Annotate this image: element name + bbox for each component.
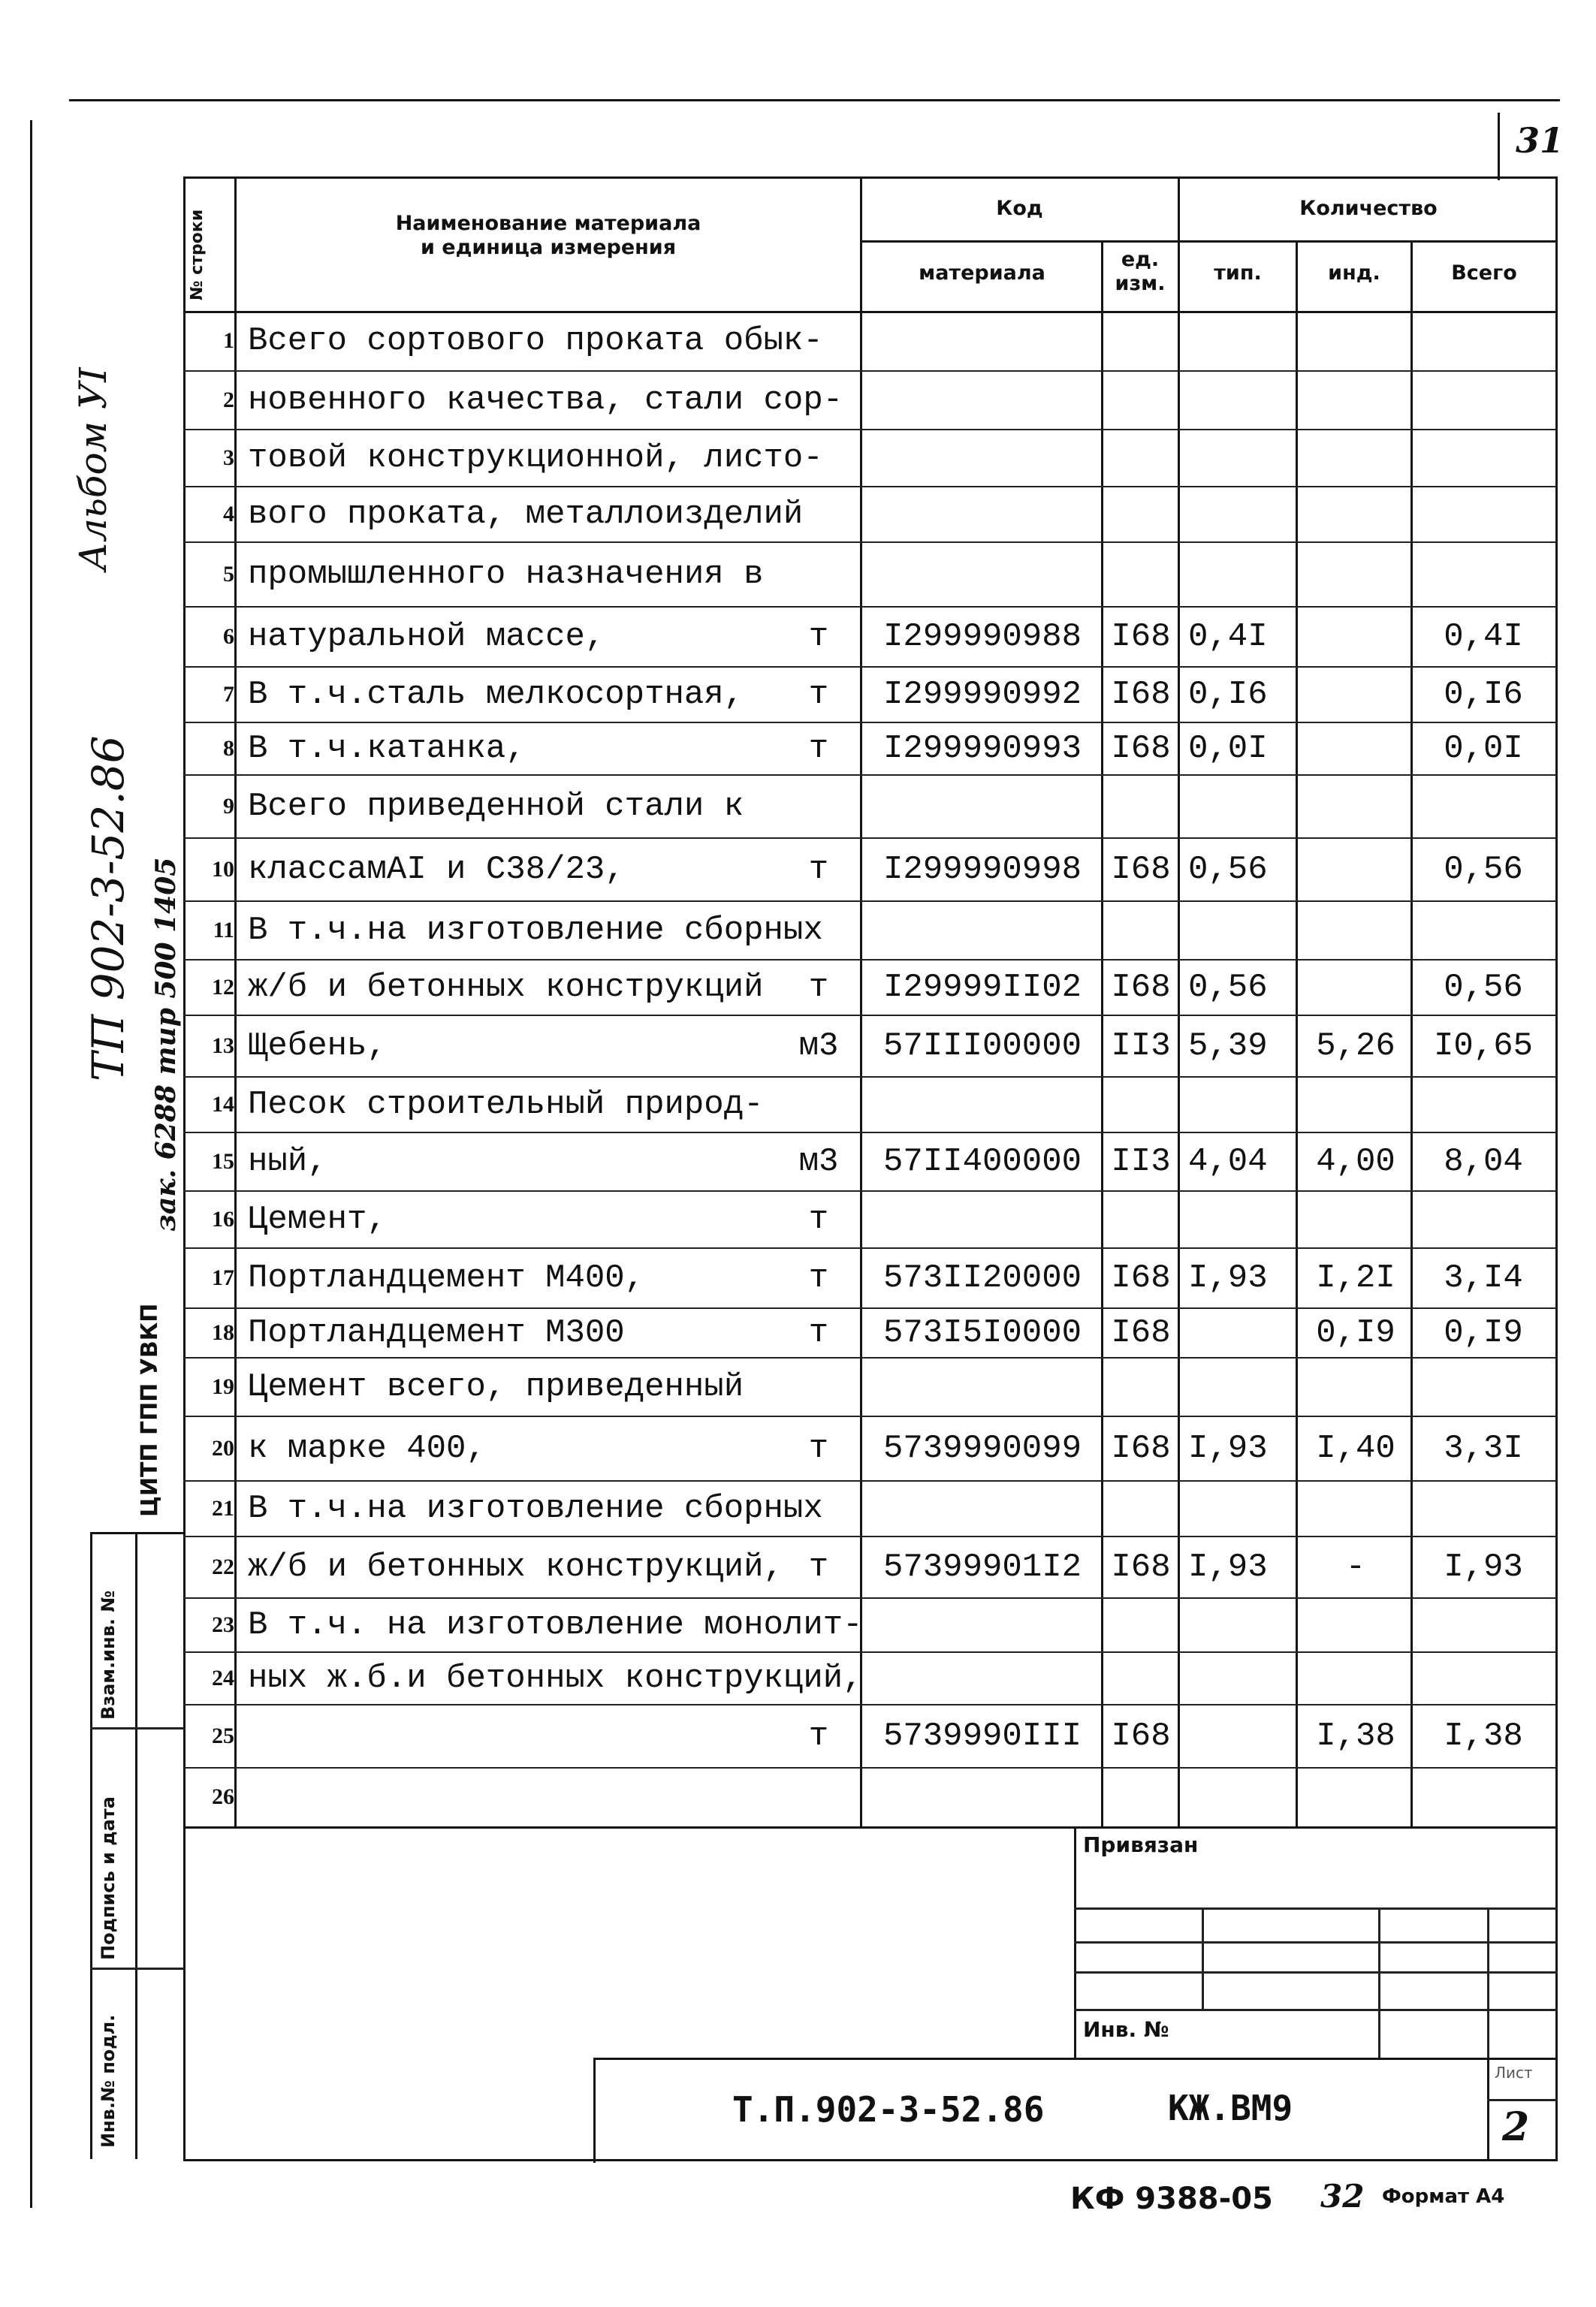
- row-number: 10: [212, 856, 234, 882]
- stamp-vline-2: [1378, 1907, 1380, 2058]
- material-name: к марке 400,: [248, 1429, 486, 1467]
- material-name: В т.ч.на изготовление сборных: [248, 1489, 823, 1527]
- row-number: 25: [212, 1723, 234, 1748]
- qty-tip: 4,04: [1188, 1142, 1268, 1181]
- header-subline: [862, 240, 1558, 243]
- table-bottom-line: [183, 1826, 1558, 1829]
- inv-orig-label: Инв.№ подл.: [98, 2014, 119, 2148]
- unit-code: II3: [1111, 1142, 1171, 1181]
- material-name: Портландцемент М400,: [248, 1259, 645, 1297]
- unit-of-measure: т: [808, 729, 829, 767]
- sheet-number: 2: [1502, 2104, 1530, 2150]
- qty-ind: I,2I: [1316, 1259, 1395, 1297]
- material-name: В т.ч.сталь мелкосортная,: [248, 675, 744, 713]
- row-number: 12: [212, 974, 234, 1000]
- qty-ind: I,38: [1316, 1717, 1395, 1755]
- material-name: промышленного назначения в: [248, 555, 764, 593]
- row-number: 24: [212, 1665, 234, 1690]
- row-number: 26: [212, 1784, 234, 1809]
- row-divider: [183, 722, 1558, 723]
- material-name: Щебень,: [248, 1027, 387, 1065]
- row-number: 1: [223, 327, 234, 353]
- unit-of-measure: т: [808, 1429, 829, 1467]
- unit-of-measure: т: [808, 675, 829, 713]
- footer-kf: КФ 9388-05: [1070, 2182, 1273, 2216]
- unit-code: I68: [1111, 1429, 1171, 1467]
- col-line-7: [1555, 176, 1558, 2159]
- header-qty-group: Количество: [1299, 197, 1438, 220]
- row-divider: [183, 1307, 1558, 1309]
- qty-total: 0,4I: [1444, 617, 1523, 656]
- row-number: 18: [212, 1319, 234, 1345]
- table-top-line: [183, 176, 1558, 179]
- material-code: I29999II02: [882, 968, 1082, 1006]
- material-code: 57II400000: [882, 1142, 1082, 1181]
- col-line-1: [234, 176, 237, 1829]
- qty-total: 8,04: [1444, 1142, 1523, 1181]
- qty-total: 0,56: [1444, 968, 1523, 1006]
- unit-code: I68: [1111, 729, 1171, 767]
- material-name: Песок строительный природ-: [248, 1085, 764, 1123]
- replace-inv-label: Взам.инв. №: [98, 1590, 119, 1720]
- unit-of-measure: т: [808, 968, 829, 1006]
- qty-ind: 5,26: [1316, 1027, 1395, 1065]
- row-divider: [183, 1480, 1558, 1482]
- material-name: ж/б и бетонных конструкций,: [248, 1548, 783, 1586]
- unit-code: II3: [1111, 1027, 1171, 1065]
- privyazan-label: Привязан: [1083, 1832, 1199, 1857]
- strip-sep-1: [90, 1727, 185, 1729]
- title-block-sheet-sep: [1487, 2058, 1489, 2159]
- unit-code: I68: [1111, 675, 1171, 713]
- row-number: 23: [212, 1612, 234, 1637]
- material-name: товой конструкционной, листо-: [248, 439, 823, 477]
- stamp-line-2: [1074, 1941, 1558, 1944]
- row-divider: [183, 429, 1558, 430]
- row-divider: [183, 959, 1558, 960]
- org-label: ЦИТП ГПП УВКП: [137, 1303, 163, 1517]
- row-divider: [183, 1132, 1558, 1133]
- order-label: зак. 6288 тир 500 1405: [150, 857, 182, 1232]
- material-name: Цемент всего, приведенный: [248, 1368, 744, 1406]
- header-material: материала: [919, 261, 1045, 285]
- header-name: Наименование материала и единица измерения: [395, 212, 701, 259]
- qty-total: 0,I6: [1444, 675, 1523, 713]
- qty-ind: -: [1345, 1548, 1366, 1586]
- row-divider: [183, 1015, 1558, 1016]
- row-number: 2: [223, 387, 234, 412]
- material-code: I299990988: [882, 617, 1082, 656]
- col-line-0: [183, 176, 186, 2159]
- sheet-code: КЖ.ВМ9: [1168, 2088, 1293, 2128]
- row-divider: [183, 1190, 1558, 1192]
- row-number: 11: [213, 917, 234, 942]
- header-bottom-line: [183, 311, 1558, 313]
- unit-of-measure: м3: [798, 1142, 839, 1181]
- material-name: натуральной массе,: [248, 617, 605, 656]
- row-number: 15: [212, 1148, 234, 1174]
- header-code-group: Код: [996, 197, 1043, 220]
- unit-of-measure: т: [808, 1313, 829, 1352]
- row-number: 13: [212, 1033, 234, 1058]
- row-divider: [183, 541, 1558, 543]
- page-number: 31: [1516, 120, 1564, 161]
- stamp-vline-3: [1487, 1907, 1489, 2058]
- row-divider: [183, 1651, 1558, 1653]
- material-name: В т.ч. на изготовление монолит-: [248, 1606, 863, 1644]
- doc-code: Т.П.902-3-52.86: [732, 2089, 1045, 2130]
- qty-total: 3,3I: [1444, 1429, 1523, 1467]
- row-number: 21: [212, 1495, 234, 1521]
- row-number: 16: [212, 1206, 234, 1232]
- stamp-line-3: [1074, 1971, 1558, 1974]
- page-left-border: [30, 120, 32, 2208]
- stamp-line-1: [1074, 1907, 1558, 1910]
- unit-of-measure: м3: [798, 1027, 839, 1065]
- qty-tip: 0,0I: [1188, 729, 1268, 767]
- stamp-vline-1: [1202, 1907, 1204, 2009]
- material-code: 57399901I2: [882, 1548, 1082, 1586]
- unit-code: I68: [1111, 617, 1171, 656]
- title-block-top: [593, 2058, 1558, 2060]
- strip-sep-2: [90, 1968, 185, 1970]
- header-total: Всего: [1451, 261, 1517, 285]
- qty-total: I0,65: [1433, 1027, 1534, 1065]
- stamp-line-4: [1074, 2009, 1558, 2011]
- qty-tip: 0,I6: [1188, 675, 1268, 713]
- strip-line-2: [135, 1532, 137, 2159]
- material-name: Портландцемент М300: [248, 1313, 625, 1352]
- qty-ind: 0,I9: [1316, 1313, 1395, 1352]
- unit-of-measure: т: [808, 1717, 829, 1755]
- qty-tip: I,93: [1188, 1259, 1268, 1297]
- unit-of-measure: т: [808, 1259, 829, 1297]
- qty-tip: I,93: [1188, 1429, 1268, 1467]
- row-divider: [183, 837, 1558, 839]
- strip-line-1: [90, 1532, 92, 2159]
- row-divider: [183, 1416, 1558, 1417]
- row-divider: [183, 370, 1558, 372]
- qty-total: 0,0I: [1444, 729, 1523, 767]
- unit-of-measure: т: [808, 617, 829, 656]
- row-number: 19: [212, 1374, 234, 1399]
- row-number: 4: [223, 501, 234, 526]
- unit-code: I68: [1111, 1548, 1171, 1586]
- row-number: 8: [223, 735, 234, 761]
- row-number: 22: [212, 1554, 234, 1579]
- material-code: I299990993: [882, 729, 1082, 767]
- material-code: 5739990099: [882, 1429, 1082, 1467]
- row-number: 9: [223, 793, 234, 819]
- footer-format: Формат А4: [1382, 2185, 1505, 2208]
- qty-total: 0,56: [1444, 850, 1523, 888]
- header-ind: инд.: [1328, 261, 1380, 285]
- row-divider: [183, 1536, 1558, 1537]
- page-number-box-left: [1498, 113, 1500, 180]
- material-name: В т.ч.на изготовление сборных: [248, 911, 823, 949]
- material-name: Всего сортового проката обык-: [248, 321, 823, 360]
- row-number: 3: [223, 445, 234, 470]
- unit-code: I68: [1111, 850, 1171, 888]
- header-row-number: № строки: [188, 209, 207, 300]
- qty-total: 0,I9: [1444, 1313, 1523, 1352]
- row-number: 5: [223, 561, 234, 587]
- material-name: ных ж.б.и бетонных конструкций,: [248, 1659, 863, 1697]
- row-divider: [183, 486, 1558, 487]
- row-divider: [183, 666, 1558, 668]
- row-divider: [183, 900, 1558, 902]
- material-code: I299990992: [882, 675, 1082, 713]
- material-name: Всего приведенной стали к: [248, 787, 744, 825]
- project-label: ТП 902-3-52.86: [83, 735, 134, 1081]
- material-name: Цемент,: [248, 1200, 387, 1238]
- header-unit: ед. изм.: [1115, 248, 1166, 295]
- unit-code: I68: [1111, 1259, 1171, 1297]
- footer-copy-no: 32: [1320, 2178, 1365, 2215]
- qty-tip: 0,4I: [1188, 617, 1268, 656]
- row-divider: [183, 1704, 1558, 1705]
- material-code: I299990998: [882, 850, 1082, 888]
- material-name: В т.ч.катанка,: [248, 729, 526, 767]
- strip-top: [90, 1532, 185, 1534]
- unit-code: I68: [1111, 968, 1171, 1006]
- qty-tip: 5,39: [1188, 1027, 1268, 1065]
- row-number: 6: [223, 623, 234, 649]
- sheet-label-line: [1487, 2099, 1558, 2101]
- unit-of-measure: т: [808, 850, 829, 888]
- material-name: вого проката, металлоизделий: [248, 495, 804, 533]
- material-name: классамAI и С38/23,: [248, 850, 625, 888]
- row-divider: [183, 1357, 1558, 1359]
- qty-ind: I,40: [1316, 1429, 1395, 1467]
- row-number: 7: [223, 681, 234, 707]
- material-code: 573I5I0000: [882, 1313, 1082, 1352]
- header-tip: тип.: [1214, 261, 1262, 285]
- row-number: 20: [212, 1435, 234, 1461]
- material-name: новенного качества, стали сор-: [248, 381, 843, 419]
- material-code: 5739990III: [882, 1717, 1082, 1755]
- unit-code: I68: [1111, 1313, 1171, 1352]
- title-block-bottom: [183, 2159, 1558, 2161]
- qty-tip: I,93: [1188, 1548, 1268, 1586]
- material-code: 573II20000: [882, 1259, 1082, 1297]
- row-divider: [183, 1076, 1558, 1078]
- row-divider: [183, 774, 1558, 776]
- row-divider: [183, 1597, 1558, 1599]
- sign-date-label: Подпись и дата: [98, 1796, 119, 1960]
- unit-of-measure: т: [808, 1200, 829, 1238]
- qty-tip: 0,56: [1188, 850, 1268, 888]
- sheet-label: Лист: [1495, 2064, 1533, 2082]
- unit-code: I68: [1111, 1717, 1171, 1755]
- material-code: 57III00000: [882, 1027, 1082, 1065]
- unit-of-measure: т: [808, 1548, 829, 1586]
- row-divider: [183, 1247, 1558, 1249]
- row-number: 17: [212, 1265, 234, 1290]
- qty-ind: 4,00: [1316, 1142, 1395, 1181]
- title-block-left: [593, 2058, 596, 2163]
- album-label: Альбом УI: [71, 367, 115, 571]
- inv-no-label: Инв. №: [1083, 2017, 1169, 2042]
- row-divider: [183, 606, 1558, 608]
- qty-tip: 0,56: [1188, 968, 1268, 1006]
- material-name: ный,: [248, 1142, 327, 1181]
- qty-total: 3,I4: [1444, 1259, 1523, 1297]
- row-number: 14: [212, 1091, 234, 1117]
- row-divider: [183, 1767, 1558, 1769]
- material-name: ж/б и бетонных конструкций: [248, 968, 764, 1006]
- qty-total: I,38: [1444, 1717, 1523, 1755]
- page-top-border: [69, 99, 1560, 101]
- qty-total: I,93: [1444, 1548, 1523, 1586]
